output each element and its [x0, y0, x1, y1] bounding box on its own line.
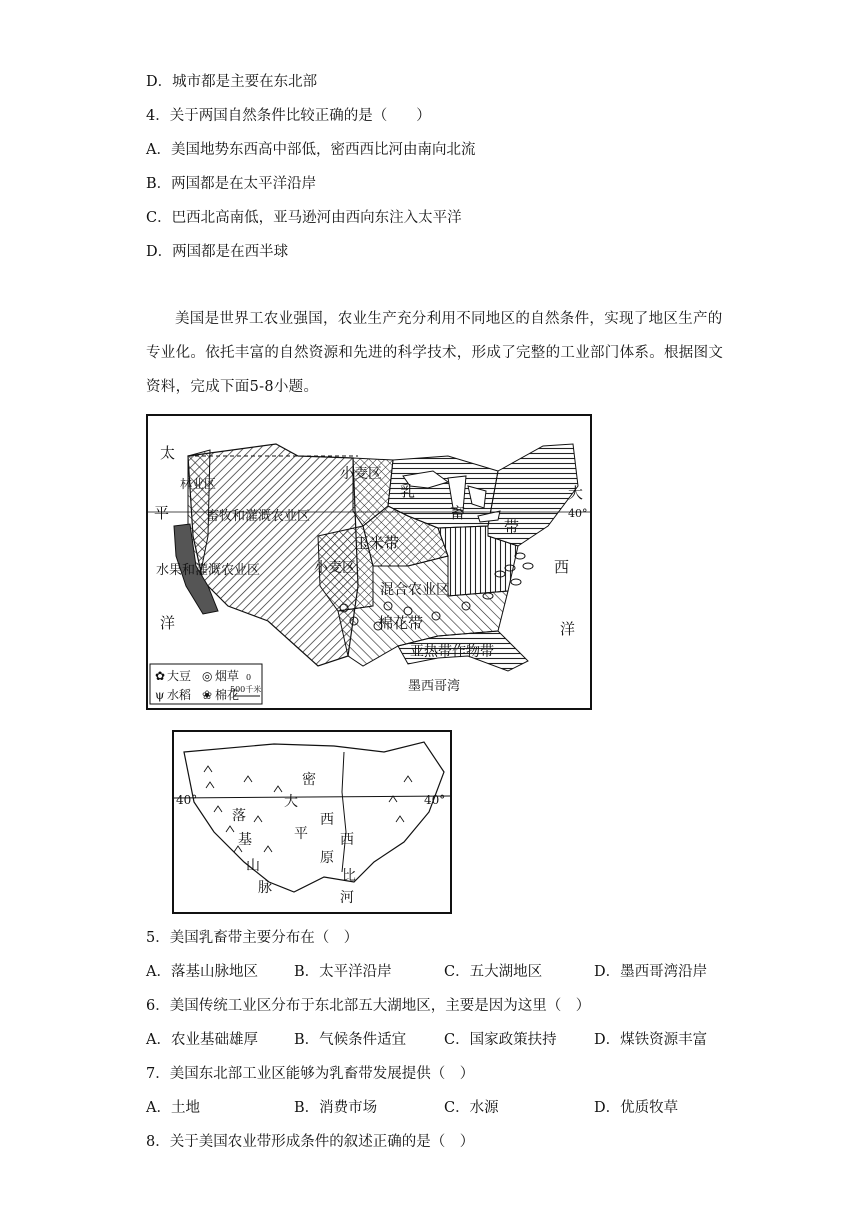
- legend-rice-icon: ψ: [155, 688, 165, 702]
- label-mixed: 混合农业区: [380, 582, 450, 598]
- terrain-map: [172, 730, 452, 914]
- rocky-4: 脉: [258, 880, 272, 896]
- legend-scale: 500千米: [230, 685, 262, 694]
- q5-option-a: A．落基山脉地区: [146, 964, 258, 980]
- agriculture-belt-map: [146, 414, 592, 710]
- label-dairy-1: 乳: [400, 482, 416, 500]
- passage: 美国是世界工农业强国，农业生产充分利用不同地区的自然条件，实现了地区生产的专业化。依托丰富的自然资源和先进的科学技术，形成了完整的工业部门体系。根据图文资料，完成下面5-8小题。: [146, 311, 724, 395]
- label-winter-wheat: 小麦区: [314, 560, 356, 576]
- rocky-3: 山: [246, 858, 260, 874]
- q7-option-c: C．水源: [444, 1100, 499, 1116]
- river-4: 比: [342, 868, 356, 884]
- label-subtropical: 亚热带作物带: [410, 644, 494, 660]
- q6-option-d: D．煤铁资源丰富: [594, 1032, 708, 1048]
- label-atlantic-3: 洋: [560, 620, 576, 638]
- q7-option-b: B．消费市场: [294, 1100, 378, 1116]
- q6-option-a: A．农业基础雄厚: [146, 1032, 258, 1048]
- label-lat40: 40°: [568, 507, 588, 520]
- rocky-1: 落: [232, 808, 246, 824]
- label-corn: 玉米带: [354, 534, 400, 552]
- river-3: 西: [340, 832, 354, 848]
- usa-outline: [184, 742, 444, 892]
- label-gulf: 墨西哥湾: [408, 679, 461, 694]
- label-atlantic-1: 大: [568, 484, 584, 502]
- plains-1: 大: [284, 794, 298, 810]
- map2-lat-right: 40°: [424, 793, 446, 807]
- label-pacific-1: 太: [160, 444, 176, 462]
- q7-option-a: A．土地: [146, 1100, 200, 1116]
- q8-stem: 8．关于美国农业带形成条件的叙述正确的是（ ）: [146, 1134, 475, 1150]
- q4-option-a: A．美国地势东西高中部低，密西西比河由南向北流: [146, 142, 476, 158]
- label-pacific-2: 平: [154, 504, 170, 522]
- legend-soybean-icon: ✿: [155, 669, 166, 683]
- legend-tobacco: 烟草: [215, 669, 240, 683]
- q3-option-d: D．城市都是主要在东北部: [146, 74, 318, 90]
- map2-lat-left: 40°: [176, 793, 198, 807]
- q4-option-b: B．两国都是在太平洋沿岸: [146, 176, 317, 192]
- plains-3: 原: [320, 850, 334, 866]
- legend-rice: 水稻: [167, 688, 192, 702]
- label-fruit: 水果和灌溉农业区: [156, 563, 261, 578]
- label-spring-wheat: 小麦区: [340, 466, 382, 482]
- q6-stem: 6．美国传统工业区分布于东北部五大湖地区，主要是因为这里（ ）: [146, 998, 591, 1014]
- map-legend: [150, 664, 262, 704]
- legend-cotton: 棉花: [215, 688, 240, 702]
- legend-scale-zero: 0: [246, 673, 252, 682]
- region-northeast: [488, 444, 578, 546]
- plains-2: 平: [294, 826, 308, 842]
- label-pacific-3: 洋: [160, 614, 176, 632]
- label-forestry: 林业区: [180, 477, 217, 491]
- label-cotton: 棉花带: [378, 614, 424, 632]
- q4-option-d: D．两国都是在西半球: [146, 244, 289, 260]
- legend-soybean: 大豆: [167, 669, 192, 683]
- river-2: 西: [320, 812, 334, 828]
- q5-option-c: C．五大湖地区: [444, 964, 543, 980]
- q6-option-b: B．气候条件适宜: [294, 1032, 407, 1048]
- q4-option-c: C．巴西北高南低，亚马逊河由西向东注入太平洋: [146, 210, 462, 226]
- q5-option-b: B．太平洋沿岸: [294, 964, 392, 980]
- q6-option-c: C．国家政策扶持: [444, 1032, 557, 1048]
- legend-tobacco-icon: ◎: [202, 669, 213, 683]
- q5-option-d: D．墨西哥湾沿岸: [594, 964, 708, 980]
- label-ranching: 畜牧和灌溉农业区: [206, 509, 311, 524]
- q5-stem: 5．美国乳畜带主要分布在（ ）: [146, 930, 359, 946]
- river-5: 河: [340, 890, 354, 906]
- q7-option-d: D．优质牧草: [594, 1100, 679, 1116]
- q4-stem: 4．关于两国自然条件比较正确的是（ ）: [146, 108, 431, 124]
- river-1: 密: [302, 772, 316, 788]
- label-dairy-3: 带: [504, 518, 520, 536]
- q7-stem: 7．美国东北部工业区能够为乳畜带发展提供（ ）: [146, 1066, 475, 1082]
- legend-cotton-icon: ❀: [202, 688, 213, 702]
- rocky-2: 基: [238, 832, 252, 848]
- label-dairy-2: 畜: [450, 504, 466, 522]
- label-atlantic-2: 西: [554, 558, 570, 576]
